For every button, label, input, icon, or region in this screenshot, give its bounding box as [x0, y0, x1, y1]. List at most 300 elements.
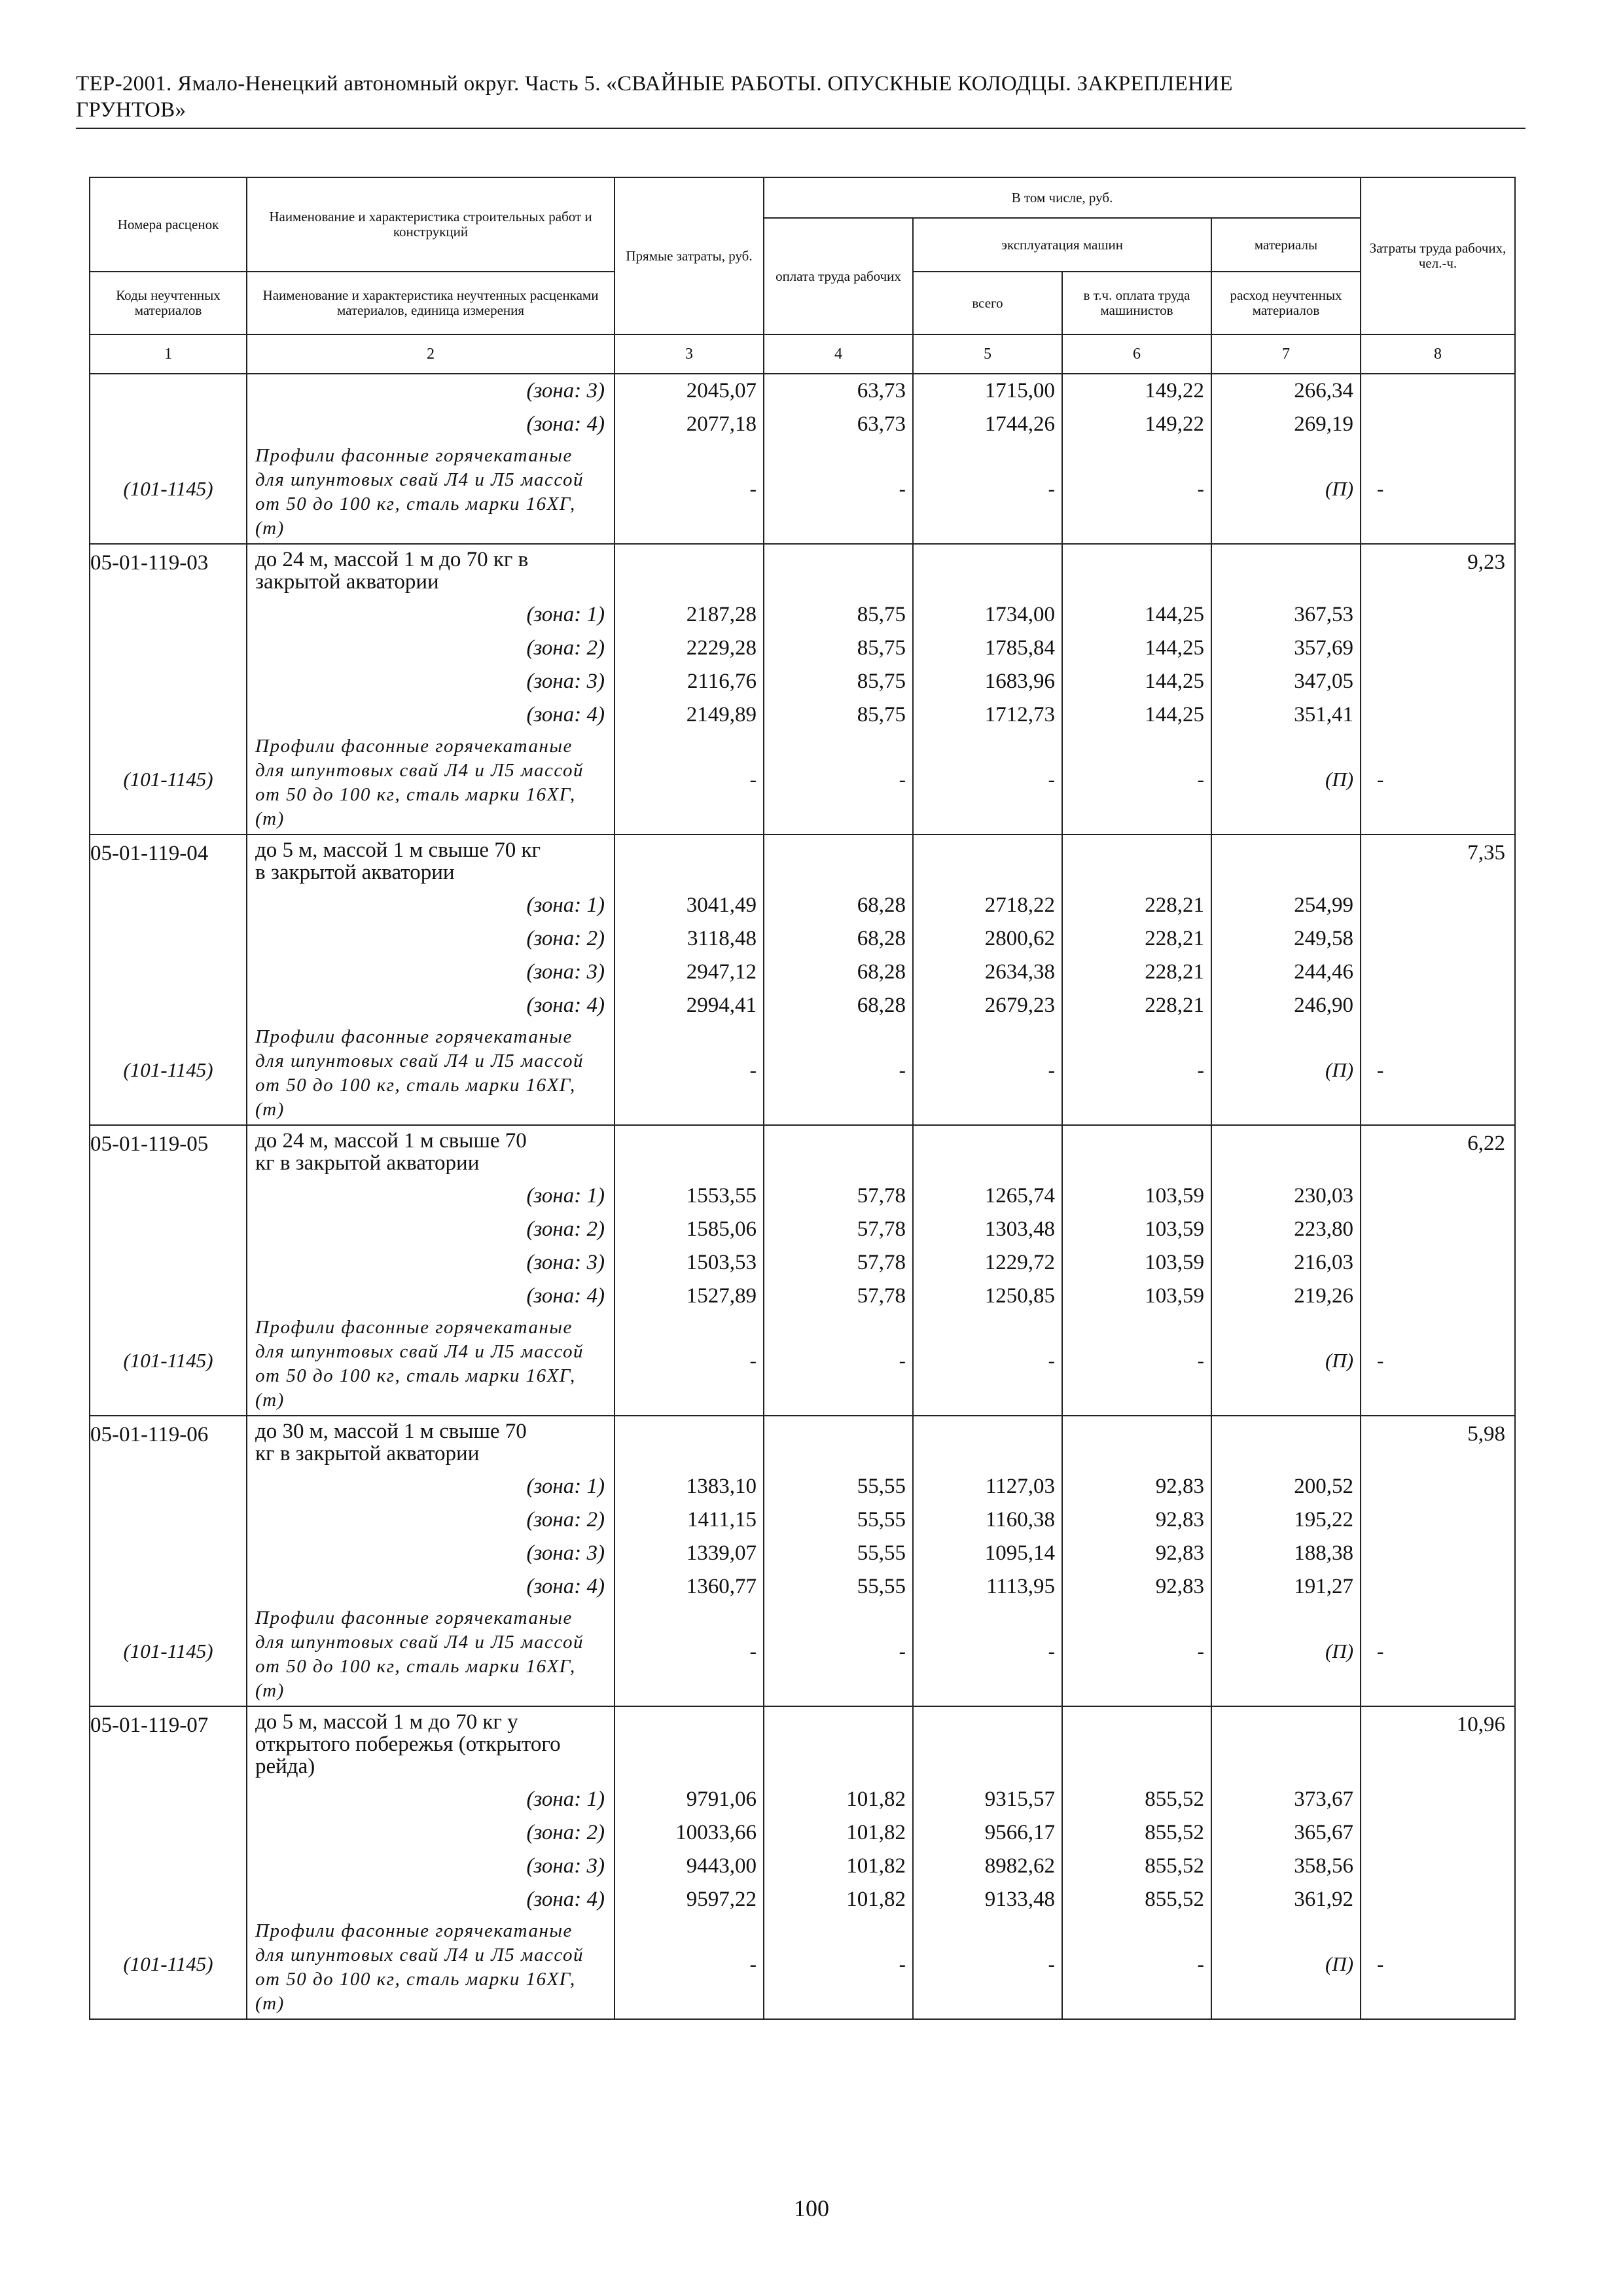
- materials-value: 361,92: [1294, 1888, 1354, 1911]
- work-name-cell: [247, 1706, 615, 2019]
- machines-total-value: 1229,72: [984, 1251, 1055, 1274]
- direct-cost-value: 9791,06: [686, 1787, 757, 1811]
- machines-total-value: 9566,17: [984, 1821, 1055, 1844]
- direct-cost-value: 1411,15: [687, 1508, 757, 1532]
- labor-pay-cell: [764, 834, 913, 1125]
- labor-pay-value: 57,78: [857, 1251, 906, 1274]
- machines-total-value: 9133,48: [984, 1888, 1055, 1911]
- dash: -: [1197, 1952, 1204, 1975]
- direct-costs-cell: [615, 374, 764, 544]
- labor-pay-value: 63,73: [857, 412, 906, 436]
- machines-total-cell: [913, 834, 1062, 1125]
- machinists-pay-value: 228,21: [1145, 927, 1204, 950]
- header-materials: материалы: [1211, 218, 1361, 272]
- direct-costs-cell: [615, 1416, 764, 1706]
- material-line: от 50 до 100 кг, сталь марки 16ХГ,: [255, 1656, 576, 1677]
- dash: -: [1197, 1058, 1204, 1081]
- direct-cost-value: 2229,28: [686, 636, 757, 660]
- labor-hours-value: 7,35: [1467, 841, 1506, 865]
- material-line: Профили фасонные горячекатаные: [255, 1607, 573, 1628]
- machines-total-value: 2634,38: [984, 960, 1055, 984]
- header-material-usage: расход неучтенных материалов: [1211, 272, 1361, 334]
- material-line: для шпунтовых свай Л4 и Л5 массой: [255, 1632, 584, 1653]
- rate-entry: [90, 1706, 1515, 2019]
- machines-total-cell: [913, 544, 1062, 834]
- labor-hours-value: 10,96: [1456, 1713, 1506, 1736]
- rate-entry: [90, 544, 1515, 834]
- zone-label: (зона: 3): [526, 1854, 605, 1878]
- material-unit-mark: (П): [1325, 1952, 1354, 1975]
- column-number: 1: [90, 334, 247, 374]
- machinists-pay-value: 92,83: [1155, 1508, 1204, 1532]
- header-material-name: Наименование и характеристика неучтенных расценками материалов, единица измерения: [247, 272, 615, 334]
- machinists-pay-cell: [1062, 1416, 1211, 1706]
- material-line: (т): [255, 1390, 285, 1410]
- materials-value: 269,19: [1294, 412, 1354, 436]
- dash: -: [1377, 1952, 1384, 1975]
- work-name-cell: [247, 374, 615, 544]
- machines-total-value: 1160,38: [985, 1508, 1055, 1532]
- machinists-pay-value: 149,22: [1145, 379, 1204, 403]
- direct-cost-value: 3118,48: [687, 927, 757, 950]
- material-line: (т): [255, 1099, 285, 1120]
- header-line-2: ГРУНТОВ»: [76, 98, 187, 122]
- materials-cell: [1211, 834, 1361, 1125]
- material-description: [247, 1022, 614, 1124]
- material-code: (101-1145): [123, 477, 213, 500]
- labor-pay-value: 57,78: [857, 1184, 906, 1208]
- materials-value: 254,99: [1294, 893, 1354, 917]
- header-machinists-pay: в т.ч. оплата труда машинистов: [1062, 272, 1211, 334]
- column-number: 8: [1361, 334, 1515, 374]
- material-line: для шпунтовых свай Л4 и Л5 массой: [255, 1945, 584, 1965]
- direct-cost-value: 9597,22: [686, 1888, 757, 1911]
- entries-body: [90, 544, 1515, 2019]
- labor-hours-value: 6,22: [1467, 1132, 1506, 1155]
- direct-cost-value: 10033,66: [675, 1821, 757, 1844]
- labor-pay-value: 68,28: [857, 960, 906, 984]
- work-name-cell: [247, 834, 615, 1125]
- material-description: [247, 1313, 614, 1415]
- material-description: [247, 1916, 614, 2018]
- labor-pay-value: 85,75: [857, 636, 906, 660]
- materials-cell: [1211, 374, 1361, 544]
- machines-total-value: 1683,96: [984, 670, 1055, 693]
- rate-code-cell: [90, 544, 247, 834]
- dash: -: [1197, 1640, 1204, 1662]
- machinists-pay-cell: [1062, 1706, 1211, 2019]
- machinists-pay-value: 103,59: [1145, 1251, 1204, 1274]
- machines-total-value: 2679,23: [984, 994, 1055, 1017]
- machines-total-value: 1095,14: [984, 1541, 1055, 1565]
- work-title-line: рейда): [255, 1755, 315, 1778]
- work-title: [247, 1416, 614, 1470]
- materials-value: 230,03: [1294, 1184, 1354, 1208]
- column-numbers-row: [90, 334, 1515, 374]
- material-description: [247, 441, 614, 543]
- materials-value: 195,22: [1294, 1508, 1354, 1532]
- zone-label: (зона: 1): [526, 1475, 605, 1498]
- machines-total-value: 1785,84: [984, 636, 1055, 660]
- zone-label: (зона: 2): [526, 1508, 605, 1532]
- labor-hours-cell: [1361, 1125, 1515, 1416]
- column-number: 7: [1211, 334, 1361, 374]
- direct-cost-value: 9443,00: [686, 1854, 757, 1878]
- labor-pay-value: 85,75: [857, 603, 906, 626]
- zone-label: (зона: 2): [526, 927, 605, 950]
- dash: -: [1377, 1349, 1384, 1372]
- labor-pay-cell: [764, 544, 913, 834]
- direct-cost-value: 2947,12: [686, 960, 757, 984]
- labor-pay-cell: [764, 1416, 913, 1706]
- header-machines: эксплуатация машин: [913, 218, 1211, 272]
- machinists-pay-value: 855,52: [1145, 1787, 1204, 1811]
- machinists-pay-value: 92,83: [1155, 1475, 1204, 1498]
- zone-label: (зона: 3): [526, 1541, 605, 1565]
- labor-hours-cell: [1361, 544, 1515, 834]
- labor-pay-value: 55,55: [857, 1475, 906, 1498]
- zone-label: (зона: 1): [526, 893, 605, 917]
- machinists-pay-value: 103,59: [1145, 1217, 1204, 1241]
- material-unit-mark: (П): [1325, 1349, 1354, 1372]
- dash: -: [1048, 768, 1055, 791]
- zone-label: (зона: 4): [526, 1284, 605, 1308]
- header-work-name: Наименование и характеристика строительных работ и конструкций: [247, 177, 615, 272]
- materials-value: 216,03: [1294, 1251, 1354, 1274]
- labor-pay-value: 57,78: [857, 1284, 906, 1308]
- work-name-cell: [247, 1125, 615, 1416]
- column-number: 2: [247, 334, 615, 374]
- labor-pay-value: 68,28: [857, 927, 906, 950]
- rate-code-cell: [90, 834, 247, 1125]
- rate-entry: [90, 1416, 1515, 1706]
- rate-code: 05-01-119-03: [90, 551, 209, 575]
- machinists-pay-value: 92,83: [1155, 1541, 1204, 1565]
- materials-value: 358,56: [1294, 1854, 1354, 1878]
- machinists-pay-value: 855,52: [1145, 1854, 1204, 1878]
- materials-value: 200,52: [1294, 1475, 1354, 1498]
- material-line: Профили фасонные горячекатаные: [255, 736, 573, 757]
- header-labor-hours: Затраты труда рабочих, чел.-ч.: [1361, 177, 1515, 334]
- direct-cost-value: 2077,18: [686, 412, 757, 436]
- labor-hours-cell: [1361, 1416, 1515, 1706]
- machines-total-value: 1113,95: [986, 1575, 1055, 1598]
- machinists-pay-value: 103,59: [1145, 1184, 1204, 1208]
- machinists-pay-value: 144,25: [1145, 636, 1204, 660]
- column-number: 3: [615, 334, 764, 374]
- zone-label: (зона: 2): [526, 1217, 605, 1241]
- labor-pay-value: 55,55: [857, 1575, 906, 1598]
- material-line: от 50 до 100 кг, сталь марки 16ХГ,: [255, 784, 576, 805]
- work-title-line: до 24 м, массой 1 м свыше 70: [255, 1129, 527, 1153]
- machinists-pay-value: 144,25: [1145, 703, 1204, 726]
- material-code: (101-1145): [123, 768, 213, 791]
- dash: -: [1048, 477, 1055, 500]
- work-title-line: кг в закрытой акватории: [255, 1442, 480, 1465]
- document-header: [76, 71, 1522, 123]
- machinists-pay-cell: [1062, 1125, 1211, 1416]
- material-description: [247, 732, 614, 834]
- dash: -: [1197, 768, 1204, 791]
- dash: -: [749, 1349, 757, 1372]
- work-title-line: до 5 м, массой 1 м свыше 70 кг: [255, 838, 541, 862]
- column-number: 4: [764, 334, 913, 374]
- machines-total-value: 1744,26: [984, 412, 1055, 436]
- zone-label: (зона: 3): [526, 379, 605, 403]
- labor-pay-value: 101,82: [846, 1888, 906, 1911]
- materials-value: 266,34: [1294, 379, 1354, 403]
- machinists-pay-value: 228,21: [1145, 994, 1204, 1017]
- machines-total-value: 1265,74: [984, 1184, 1055, 1208]
- materials-value: 351,41: [1294, 703, 1354, 726]
- table-header: [90, 177, 1515, 374]
- rate-code-cell: [90, 1416, 247, 1706]
- machines-total-value: 1734,00: [984, 603, 1055, 626]
- materials-value: 244,46: [1294, 960, 1354, 984]
- material-unit-mark: (П): [1325, 1640, 1354, 1662]
- dash: -: [899, 1952, 906, 1975]
- machinists-pay-value: 855,52: [1145, 1821, 1204, 1844]
- direct-costs-cell: [615, 1125, 764, 1416]
- column-number: 6: [1062, 334, 1211, 374]
- dash: -: [1048, 1952, 1055, 1975]
- material-line: от 50 до 100 кг, сталь марки 16ХГ,: [255, 1969, 576, 1990]
- machinists-pay-value: 103,59: [1145, 1284, 1204, 1308]
- material-line: (т): [255, 808, 285, 829]
- rate-code: 05-01-119-07: [90, 1713, 209, 1737]
- machines-total-cell: [913, 374, 1062, 544]
- labor-pay-cell: [764, 1125, 913, 1416]
- machines-total-value: 8982,62: [984, 1854, 1055, 1878]
- continuation-block: [90, 374, 1515, 544]
- dash: -: [1377, 477, 1384, 500]
- zone-label: (зона: 4): [526, 994, 605, 1017]
- material-description: [247, 1604, 614, 1706]
- machines-total-value: 1712,73: [984, 703, 1055, 726]
- materials-cell: [1211, 1416, 1361, 1706]
- labor-hours-cell: [1361, 1706, 1515, 2019]
- labor-pay-value: 63,73: [857, 379, 906, 403]
- material-line: от 50 до 100 кг, сталь марки 16ХГ,: [255, 1075, 576, 1096]
- materials-value: 373,67: [1294, 1787, 1354, 1811]
- header-machines-total: всего: [913, 272, 1062, 334]
- material-line: Профили фасонные горячекатаные: [255, 1920, 573, 1941]
- material-code: (101-1145): [123, 1058, 213, 1081]
- materials-value: 249,58: [1294, 927, 1354, 950]
- direct-cost-value: 1527,89: [686, 1284, 757, 1308]
- machines-total-value: 2800,62: [984, 927, 1055, 950]
- direct-cost-value: 2045,07: [686, 379, 757, 403]
- material-line: для шпунтовых свай Л4 и Л5 массой: [255, 760, 584, 781]
- work-name-cell: [247, 1416, 615, 1706]
- machines-total-value: 9315,57: [984, 1787, 1055, 1811]
- header-material-codes: Коды неучтенных материалов: [90, 272, 247, 334]
- dash: -: [1048, 1349, 1055, 1372]
- machinists-pay-cell: [1062, 834, 1211, 1125]
- zone-label: (зона: 1): [526, 603, 605, 626]
- header-direct-costs: Прямые затраты, руб.: [615, 177, 764, 334]
- materials-value: 347,05: [1294, 670, 1354, 693]
- rate-code: 05-01-119-04: [90, 842, 209, 865]
- dash: -: [749, 1058, 757, 1081]
- work-title-line: открытого побережья (открытого: [255, 1732, 561, 1756]
- machines-total-value: 2718,22: [984, 893, 1055, 917]
- zone-label: (зона: 1): [526, 1787, 605, 1811]
- zone-label: (зона: 4): [526, 412, 605, 436]
- machinists-pay-value: 228,21: [1145, 893, 1204, 917]
- dash: -: [1377, 1640, 1384, 1662]
- material-line: (т): [255, 1680, 285, 1701]
- direct-cost-value: 1553,55: [686, 1184, 757, 1208]
- machines-total-cell: [913, 1706, 1062, 2019]
- work-title: [247, 1707, 614, 1783]
- rate-entry: [90, 834, 1515, 1125]
- materials-cell: [1211, 544, 1361, 834]
- material-line: (т): [255, 1993, 285, 2014]
- work-title: [247, 835, 614, 889]
- material-unit-mark: (П): [1325, 768, 1354, 791]
- materials-value: 357,69: [1294, 636, 1354, 660]
- dash: -: [1197, 1349, 1204, 1372]
- machines-total-value: 1250,85: [984, 1284, 1055, 1308]
- material-code: (101-1145): [123, 1952, 213, 1975]
- zone-label: (зона: 4): [526, 1888, 605, 1911]
- material-unit-mark: (П): [1325, 1058, 1354, 1081]
- header-rule: [76, 128, 1525, 129]
- zone-label: (зона: 2): [526, 636, 605, 660]
- dash: -: [749, 1952, 757, 1975]
- direct-cost-value: 1360,77: [686, 1575, 757, 1598]
- labor-pay-value: 57,78: [857, 1217, 906, 1241]
- header-line-1: ТЕР-2001. Ямало-Ненецкий автономный округ. Часть 5. «СВАЙНЫЕ РАБОТЫ. ОПУСКНЫЕ КОЛОДЦЫ. ЗАКРЕПЛЕНИЕ: [76, 72, 1233, 96]
- machinists-pay-cell: [1062, 544, 1211, 834]
- rate-entry: [90, 1125, 1515, 1416]
- materials-value: 191,27: [1294, 1575, 1354, 1598]
- material-line: Профили фасонные горячекатаные: [255, 1026, 573, 1047]
- direct-cost-value: 1339,07: [686, 1541, 757, 1565]
- material-line: для шпунтовых свай Л4 и Л5 массой: [255, 469, 584, 490]
- materials-cell: [1211, 1706, 1361, 2019]
- material-line: Профили фасонные горячекатаные: [255, 445, 573, 466]
- work-title: [247, 1126, 614, 1179]
- dash: -: [899, 768, 906, 791]
- page-number: 100: [794, 2195, 829, 2221]
- labor-hours-value: 9,23: [1467, 550, 1506, 574]
- machinists-pay-value: 149,22: [1145, 412, 1204, 436]
- rate-code-cell: [90, 1125, 247, 1416]
- direct-costs-cell: [615, 544, 764, 834]
- work-title: [247, 545, 614, 598]
- dash: -: [1377, 1058, 1384, 1081]
- dash: -: [1377, 768, 1384, 791]
- machinists-pay-cell: [1062, 374, 1211, 544]
- labor-hours-cell: [1361, 834, 1515, 1125]
- dash: -: [1197, 477, 1204, 500]
- labor-pay-value: 101,82: [846, 1787, 906, 1811]
- direct-cost-value: 1383,10: [686, 1475, 757, 1498]
- dash: -: [749, 1640, 757, 1662]
- labor-pay-cell: [764, 374, 913, 544]
- work-title-line: закрытой акватории: [255, 570, 439, 594]
- direct-cost-value: 1585,06: [686, 1217, 757, 1241]
- machinists-pay-value: 855,52: [1145, 1888, 1204, 1911]
- materials-value: 246,90: [1294, 994, 1354, 1017]
- material-line: Профили фасонные горячекатаные: [255, 1317, 573, 1338]
- direct-costs-cell: [615, 834, 764, 1125]
- machines-total-value: 1303,48: [984, 1217, 1055, 1241]
- machinists-pay-value: 144,25: [1145, 603, 1204, 626]
- zone-label: (зона: 4): [526, 703, 605, 726]
- material-unit-mark: (П): [1325, 477, 1354, 500]
- labor-pay-value: 101,82: [846, 1854, 906, 1878]
- machines-total-cell: [913, 1125, 1062, 1416]
- rate-code-cell: [90, 1706, 247, 2019]
- dash: -: [899, 477, 906, 500]
- direct-cost-value: 2116,76: [687, 670, 757, 693]
- labor-pay-value: 55,55: [857, 1541, 906, 1565]
- direct-cost-value: 2994,41: [686, 994, 757, 1017]
- work-title-line: до 24 м, массой 1 м до 70 кг в: [255, 548, 529, 571]
- materials-value: 223,80: [1294, 1217, 1354, 1241]
- material-line: от 50 до 100 кг, сталь марки 16ХГ,: [255, 1365, 576, 1386]
- material-code: (101-1145): [123, 1349, 213, 1372]
- machines-total-value: 1715,00: [984, 379, 1055, 403]
- material-line: от 50 до 100 кг, сталь марки 16ХГ,: [255, 493, 576, 514]
- materials-value: 219,26: [1294, 1284, 1354, 1308]
- dash: -: [899, 1640, 906, 1662]
- header-in-that: В том числе, руб.: [764, 177, 1361, 218]
- machines-total-cell: [913, 1416, 1062, 1706]
- machines-total-value: 1127,03: [985, 1475, 1055, 1498]
- labor-pay-value: 101,82: [846, 1821, 906, 1844]
- material-line: для шпунтовых свай Л4 и Л5 массой: [255, 1050, 584, 1071]
- zone-label: (зона: 3): [526, 1251, 605, 1274]
- zone-label: (зона: 1): [526, 1184, 605, 1208]
- materials-value: 365,67: [1294, 1821, 1354, 1844]
- machinists-pay-value: 228,21: [1145, 960, 1204, 984]
- labor-pay-value: 85,75: [857, 670, 906, 693]
- dash: -: [899, 1058, 906, 1081]
- zone-label: (зона: 3): [526, 670, 605, 693]
- rate-code: 05-01-119-06: [90, 1423, 209, 1446]
- column-number: 5: [913, 334, 1062, 374]
- materials-value: 188,38: [1294, 1541, 1354, 1565]
- direct-cost-value: 2187,28: [686, 603, 757, 626]
- work-title-line: в закрытой акватории: [255, 861, 455, 884]
- direct-cost-value: 2149,89: [686, 703, 757, 726]
- dash: -: [1048, 1640, 1055, 1662]
- dash: -: [749, 477, 757, 500]
- labor-hours-cell: [1361, 374, 1515, 544]
- material-line: для шпунтовых свай Л4 и Л5 массой: [255, 1341, 584, 1362]
- zone-label: (зона: 3): [526, 960, 605, 984]
- labor-pay-value: 68,28: [857, 994, 906, 1017]
- direct-cost-value: 3041,49: [686, 893, 757, 917]
- direct-cost-value: 1503,53: [686, 1251, 757, 1274]
- machinists-pay-value: 144,25: [1145, 670, 1204, 693]
- zone-label: (зона: 2): [526, 1821, 605, 1844]
- rate-code: 05-01-119-05: [90, 1132, 209, 1156]
- materials-cell: [1211, 1125, 1361, 1416]
- work-title-line: до 30 м, массой 1 м свыше 70: [255, 1420, 527, 1443]
- rate-code-cell: [90, 374, 247, 544]
- materials-value: 367,53: [1294, 603, 1354, 626]
- header-rate-numbers: Номера расценок: [90, 177, 247, 272]
- labor-hours-value: 5,98: [1467, 1422, 1506, 1446]
- material-code: (101-1145): [123, 1640, 213, 1662]
- labor-pay-value: 55,55: [857, 1508, 906, 1532]
- machinists-pay-value: 92,83: [1155, 1575, 1204, 1598]
